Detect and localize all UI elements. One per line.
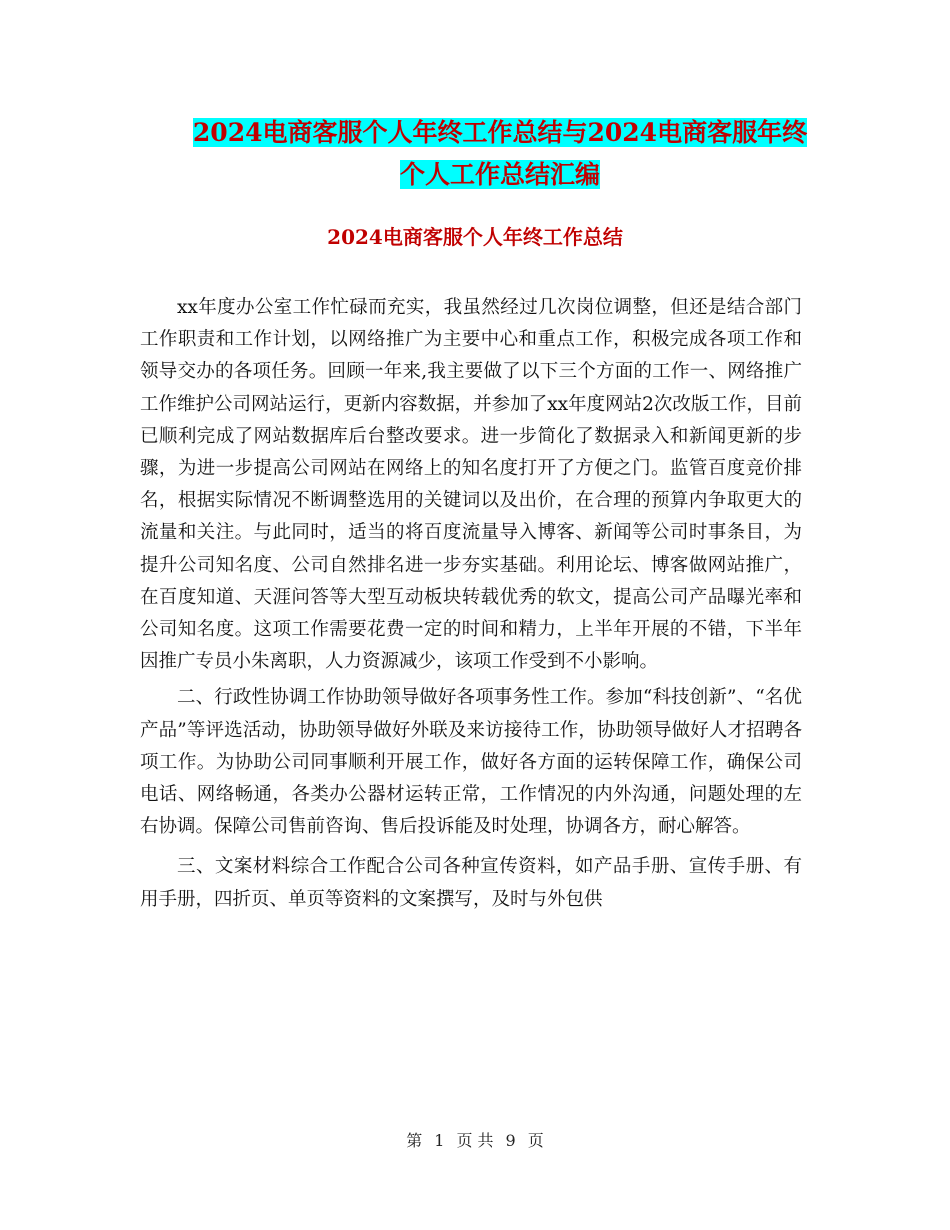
title-line-1: 2024电商客服个人年终工作总结与2024电商客服年终 bbox=[192, 118, 808, 147]
total-pages-number: 9 bbox=[505, 1131, 516, 1150]
current-page-number: 1 bbox=[434, 1131, 445, 1150]
page-label-suffix: 页 bbox=[527, 1131, 544, 1150]
title-line-2: 个人工作总结汇编 bbox=[399, 160, 600, 189]
page-footer bbox=[0, 1128, 950, 1151]
document-title bbox=[100, 112, 900, 196]
paragraph-1: xx年度办公室工作忙碌而充实，我虽然经过几次岗位调整，但还是结合部门工作职责和工作计划，以网络推广为主要中心和重点工作，积极完成各项工作和领导交办的各项任务。回顾一年来,我主要做了以下三个方面的工作一、网络推广工作维护公司网站运行，更新内容数据，并参加了xx年度网站2次改版工作，目前已顺利完成了网站数据库后台整改要求。进一步简化了数据录入和新闻更新的步骤，为进一步提高公司网站在网络上的知名度打开了方便之门。监管百度竞价排名，根据实际情况不断调整选用的关键词以及出价，在合理的预算内争取更大的流量和关注。与此同时，适当的将百度流量导入博客、新闻等公司时事条目，为提升公司知名度、公司自然排名进一步夯实基础。利用论坛、博客做网站推广，在百度知道、天涯问答等大型互动板块转载优秀的软文，提高公司产品曝光率和公司知名度。这项工作需要花费一定的时间和精力，上半年开展的不错，下半年因推广专员小朱离职，人力资源减少，该项工作受到不小影响。 bbox=[140, 297, 802, 673]
section-heading: 2024电商客服个人年终工作总结 bbox=[327, 225, 623, 249]
document-body bbox=[140, 292, 802, 916]
page-label-mid: 页 共 bbox=[456, 1131, 494, 1150]
paragraph-3: 三、文案材料综合工作配合公司各种宣传资料，如产品手册、宣传手册、有用手册，四折页、单页等资料的文案撰写，及时与外包供 bbox=[140, 856, 802, 910]
paragraph-2: 二、行政性协调工作协助领导做好各项事务性工作。参加“科技创新”、“名优产品”等评选活动，协助领导做好外联及来访接待工作，协助领导做好人才招聘各项工作。为协助公司同事顺利开展工作，做好各方面的运转保障工作，确保公司电话、网络畅通，各类办公器材运转正常，工作情况的内外沟通，问题处理的左右协调。保障公司售前咨询、售后投诉能及时处理，协调各方，耐心解答。 bbox=[140, 687, 802, 838]
page-label-prefix: 第 bbox=[406, 1131, 423, 1150]
